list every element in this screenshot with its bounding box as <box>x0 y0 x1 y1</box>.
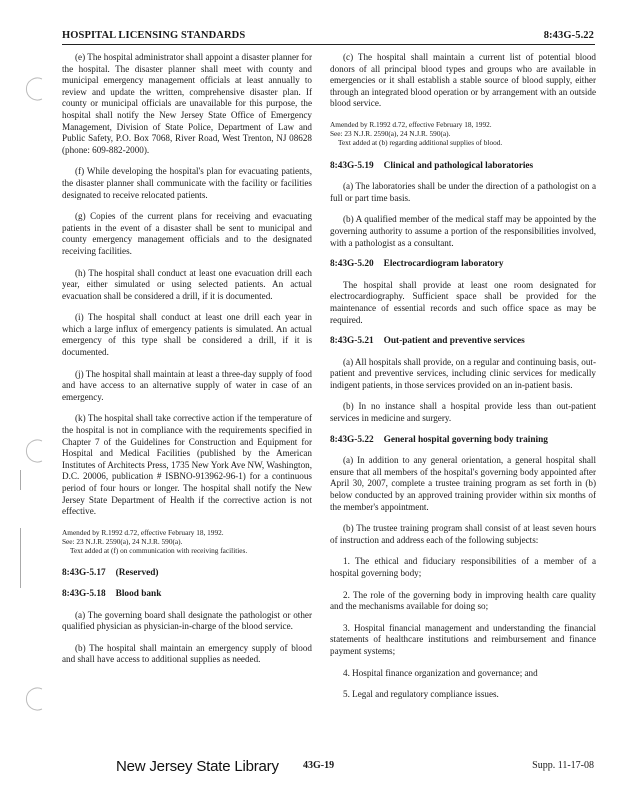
supplement-date: Supp. 11-17-08 <box>532 760 594 771</box>
list-item: 5. Legal and regulatory compliance issues. <box>343 689 499 700</box>
amendment-line: See: 23 N.J.R. 2590(a), 24 N.J.R. 590(a). <box>62 536 183 546</box>
library-watermark: New Jersey State Library <box>116 758 279 775</box>
paragraph: The hospital shall provide at least one room designated for electrocardiography. Sufficient space shall be provided for the maintenance of essential records and such office space as may be required. <box>330 279 596 325</box>
paragraph: (i) The hospital shall conduct at least one drill each year in which a large influx of emergency patients is simulated. An actual emergency of this type shall be considered a drill, if it is documented. <box>62 312 312 358</box>
page-footer <box>0 758 618 780</box>
paragraph: (j) The hospital shall maintain at least a three-day supply of food and have access to an alternative supply of water in case of an emergency. <box>62 368 312 402</box>
punch-hole-icon <box>22 76 48 102</box>
margin-mark <box>20 470 21 490</box>
section-number: 8:43G-5.21 <box>330 336 374 347</box>
section-title: Clinical and pathological laboratories <box>383 160 534 171</box>
list-item: 4. Hospital finance organization and governance; and <box>343 667 538 678</box>
section-title: Blood bank <box>115 588 162 599</box>
paragraph: (f) While developing the hospital's plan for evacuating patients, the disaster planner shall communicate with the facility or facilities designated to receive relocated patients. <box>62 166 312 200</box>
section-number: 8:43G-5.18 <box>62 588 106 599</box>
page-number: 43G-19 <box>303 760 335 771</box>
section-heading <box>330 161 596 173</box>
section-heading <box>330 435 596 447</box>
paragraph: (c) The hospital shall maintain a current list of potential blood donors of all principal blood types and groups who are available in emergencies or it shall establish a stable source of blood supply, either through an integrated blood operation or by arrangement with an outside blood service. <box>330 52 596 109</box>
paragraph: (b) In no instance shall a hospital provide less than out-patient services in medicine and surgery. <box>330 401 596 424</box>
section-number: 8:43G-5.17 <box>62 568 106 579</box>
section-number: 8:43G-5.19 <box>330 160 374 171</box>
section-number: 8:43G-5.22 <box>330 434 374 445</box>
section-heading <box>62 589 312 601</box>
header-section-number: 8:43G-5.22 <box>543 30 594 41</box>
list-item: 2. The role of the governing body in improving health care quality and the mechanisms available for doing so; <box>330 589 596 612</box>
margin-mark <box>20 528 21 588</box>
section-title: Out-patient and preventive services <box>383 336 525 347</box>
punch-hole-icon <box>22 438 48 464</box>
list-item: 3. Hospital financial management and understanding the financial statements of healthcare institutions and reimbursement and finance payment systems; <box>330 622 596 656</box>
paragraph: (b) The trustee training program shall consist of at least seven hours of instruction and address each of the following subjects: <box>330 523 596 545</box>
amendment-note <box>330 120 596 148</box>
amendment-line: Amended by R.1992 d.72, effective February 18, 1992. <box>62 527 224 537</box>
section-heading <box>330 336 596 348</box>
amendment-line: Text added at (b) regarding additional supplies of blood. <box>338 138 503 148</box>
left-column <box>62 52 312 676</box>
right-column <box>330 52 596 711</box>
section-title: General hospital governing body training <box>383 434 548 445</box>
paragraph: (b) A qualified member of the medical staff may be appointed by the governing authority to assume a portion of the responsibilities involved, with a pathologist as a consultant. <box>330 214 596 248</box>
section-title: (Reserved) <box>115 568 159 579</box>
paragraph: (k) The hospital shall take corrective action if the temperature of the hospital is not in compliance with the requirements specified in Chapter 7 of the Guidelines for Construction and Equipment for Hospital and Medical Facilities (published by the American Institutes of Architects Press, 1735 New York Ave NW, Washington, D.C. 20006, publication # ISBNO-913962-96-1) for a continuous period of four hours or longer. The hospital shall notify the New Jersey State Department of Health if the corrective action is not effective. <box>62 413 312 517</box>
paragraph: (g) Copies of the current plans for receiving and evacuating patients in the event of a disaster shall be sent to municipal and county emergency management officials and to the designated receiving facilities. <box>62 211 312 256</box>
paragraph: (b) The hospital shall maintain an emergency supply of blood and shall have access to additional supplies as needed. <box>62 642 312 665</box>
paragraph: (a) The laboratories shall be under the direction of a pathologist on a full or part time basis. <box>330 181 596 203</box>
list-item: 1. The ethical and fiduciary responsibilities of a member of a hospital governing body; <box>330 556 596 579</box>
section-title: Electrocardiogram laboratory <box>383 259 504 270</box>
section-heading <box>330 259 596 271</box>
amendment-note <box>62 528 312 556</box>
section-number: 8:43G-5.20 <box>330 259 374 270</box>
header-rule <box>62 44 595 45</box>
paragraph: (h) The hospital shall conduct at least one evacuation drill each year, either simulated or using selected patients. An actual evacuation shall be considered a drill, if it is documented. <box>62 267 312 301</box>
amendment-line: See: 23 N.J.R. 2590(a), 24 N.J.R. 590(a). <box>330 129 451 139</box>
header-title: HOSPITAL LICENSING STANDARDS <box>62 30 246 41</box>
paragraph: (e) The hospital administrator shall appoint a disaster planner for the hospital. The disaster planner shall meet with county and municipal emergency management officials at least annually to review and update the written, comprehensive disaster plan. If county or municipal officials are unavailable for this purpose, the hospital shall notify the New Jersey State Office of Emergency Management, Division of State Police, Department of Law and Public Safety, P.O. Box 7068, River Road, West Trenton, NJ 08628 (phone: 609-882-2000). <box>62 52 312 155</box>
section-heading <box>62 568 312 580</box>
amendment-line: Amended by R.1992 d.72, effective February 18, 1992. <box>330 119 492 129</box>
amendment-line: Text added at (f) on communication with receiving facilities. <box>70 546 248 556</box>
paragraph: (a) The governing board shall designate the pathologist or other qualified physician as physician-in-charge of the blood service. <box>62 609 312 632</box>
paragraph: (a) All hospitals shall provide, on a regular and continuing basis, out-patient and preventive services, including clinic services for medically indigent patients, in those services provided on an in-patient basis. <box>330 356 596 390</box>
paragraph: (a) In addition to any general orientation, a general hospital shall ensure that all members of the hospital's governing body appointed after April 30, 2007, complete a trustee training program as set forth in (b) below conducted by an approved training provider within six months of the member's appointment. <box>330 455 596 512</box>
punch-hole-icon <box>22 686 48 712</box>
